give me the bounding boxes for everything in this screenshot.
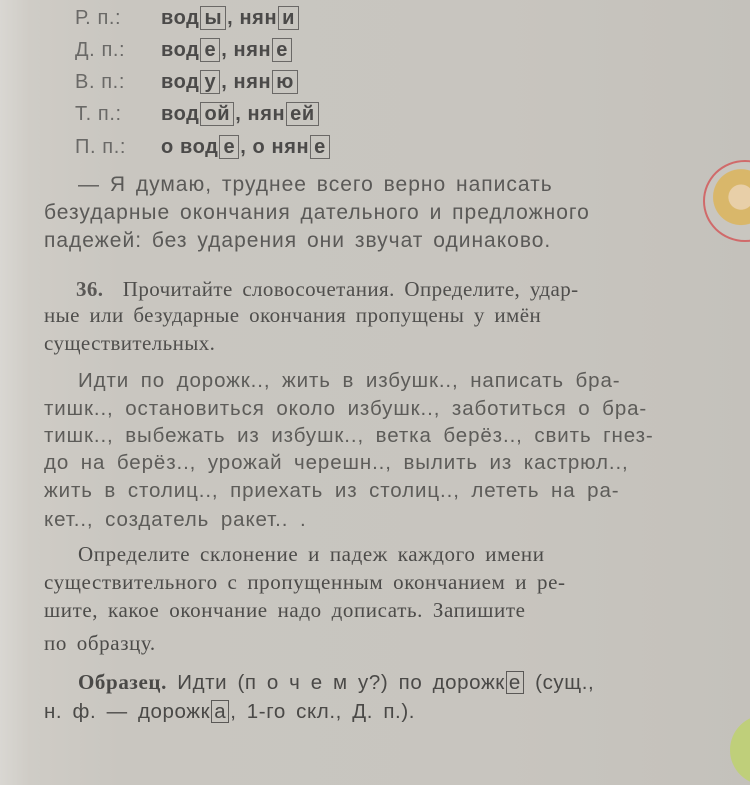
task-line: 36. Прочитайте словосочетания. Определите, удар- — [76, 277, 579, 301]
exercise-line: до на берёз.., урожай черешн.., вылить из кастрюл.., — [44, 451, 629, 474]
dialog-line: падежей: без ударения они звучат одинаково. — [44, 229, 552, 252]
dialog-line: безударные окончания дательного и предложного — [44, 201, 590, 224]
preposition: о — [161, 136, 180, 158]
ending-box: ей — [286, 102, 319, 126]
ending-box: е — [310, 135, 330, 159]
declension-row-genitive: Р. п.: вод ы , нян и — [75, 6, 300, 30]
case-label: П. п.: — [75, 136, 127, 158]
ending-box: е — [272, 38, 292, 62]
task-line: ные или безударные окончания пропущены у имён — [44, 303, 542, 327]
word-stem: нян — [247, 103, 286, 125]
case-label: Р. п.: — [75, 7, 122, 29]
sample-line: н. ф. — дорожк а , 1-го скл., Д. п.). — [44, 700, 416, 723]
ending-box: ой — [200, 102, 234, 126]
exercise-line: Идти по дорожк.., жить в избушк.., написать бра- — [78, 369, 621, 392]
exercise-line: тишк.., остановиться около избушк.., заботиться о бра- — [44, 397, 648, 420]
task-line: существительных. — [44, 331, 216, 355]
case-label: Д. п.: — [75, 39, 126, 61]
word-stem: вод — [179, 136, 219, 158]
exercise-line: жить в столиц.., приехать из столиц.., лететь на ра- — [44, 479, 620, 502]
declension-row-instrumental: Т. п.: вод ой , нян ей — [75, 102, 320, 126]
instruction-line: Определите склонение и падеж каждого имени — [78, 542, 545, 566]
exercise-line: тишк.., выбежать из избушк.., ветка берёз.., свить гнез- — [44, 424, 654, 447]
ending-box: у — [200, 70, 220, 94]
decorative-green-shape — [730, 715, 750, 785]
exercise-number: 36. — [76, 277, 104, 301]
word-stem: вод — [161, 71, 200, 93]
ending-box: ы — [200, 6, 226, 30]
case-label: Т. п.: — [75, 103, 122, 125]
ending-box: ю — [272, 70, 298, 94]
declension-row-accusative: В. п.: вод у , нян ю — [75, 70, 299, 94]
instruction-line: по образцу. — [44, 631, 156, 655]
word-stem: нян — [233, 39, 272, 61]
sample-label: Образец. — [78, 670, 167, 694]
word-stem: вод — [161, 39, 200, 61]
word-stem: нян — [233, 71, 272, 93]
sample-line: Образец. Идти (п о ч е м у?) по дорожк е (сущ., — [78, 670, 595, 694]
word-stem: вод — [161, 7, 200, 29]
ending-box: е — [219, 135, 239, 159]
word-stem: нян — [271, 136, 310, 158]
instruction-line: шите, какое окончание надо дописать. Запишите — [44, 598, 526, 622]
preposition: о — [252, 136, 272, 158]
word-stem: вод — [161, 103, 200, 125]
declension-row-prepositional: П. п.: о вод е , о нян е — [75, 135, 331, 159]
ending-box: и — [278, 6, 299, 30]
declension-row-dative: Д. п.: вод е , нян е — [75, 38, 293, 62]
ending-box: а — [211, 700, 229, 723]
character-avatar-icon — [703, 160, 750, 242]
case-label: В. п.: — [75, 71, 125, 93]
instruction-line: существительного с пропущенным окончанием и ре- — [44, 570, 566, 594]
ending-box: е — [506, 671, 524, 694]
dialog-line: — Я думаю, труднее всего верно написать — [78, 173, 553, 196]
exercise-line: кет.., создатель ракет.. . — [44, 508, 307, 531]
word-stem: нян — [239, 7, 278, 29]
ending-box: е — [200, 38, 220, 62]
